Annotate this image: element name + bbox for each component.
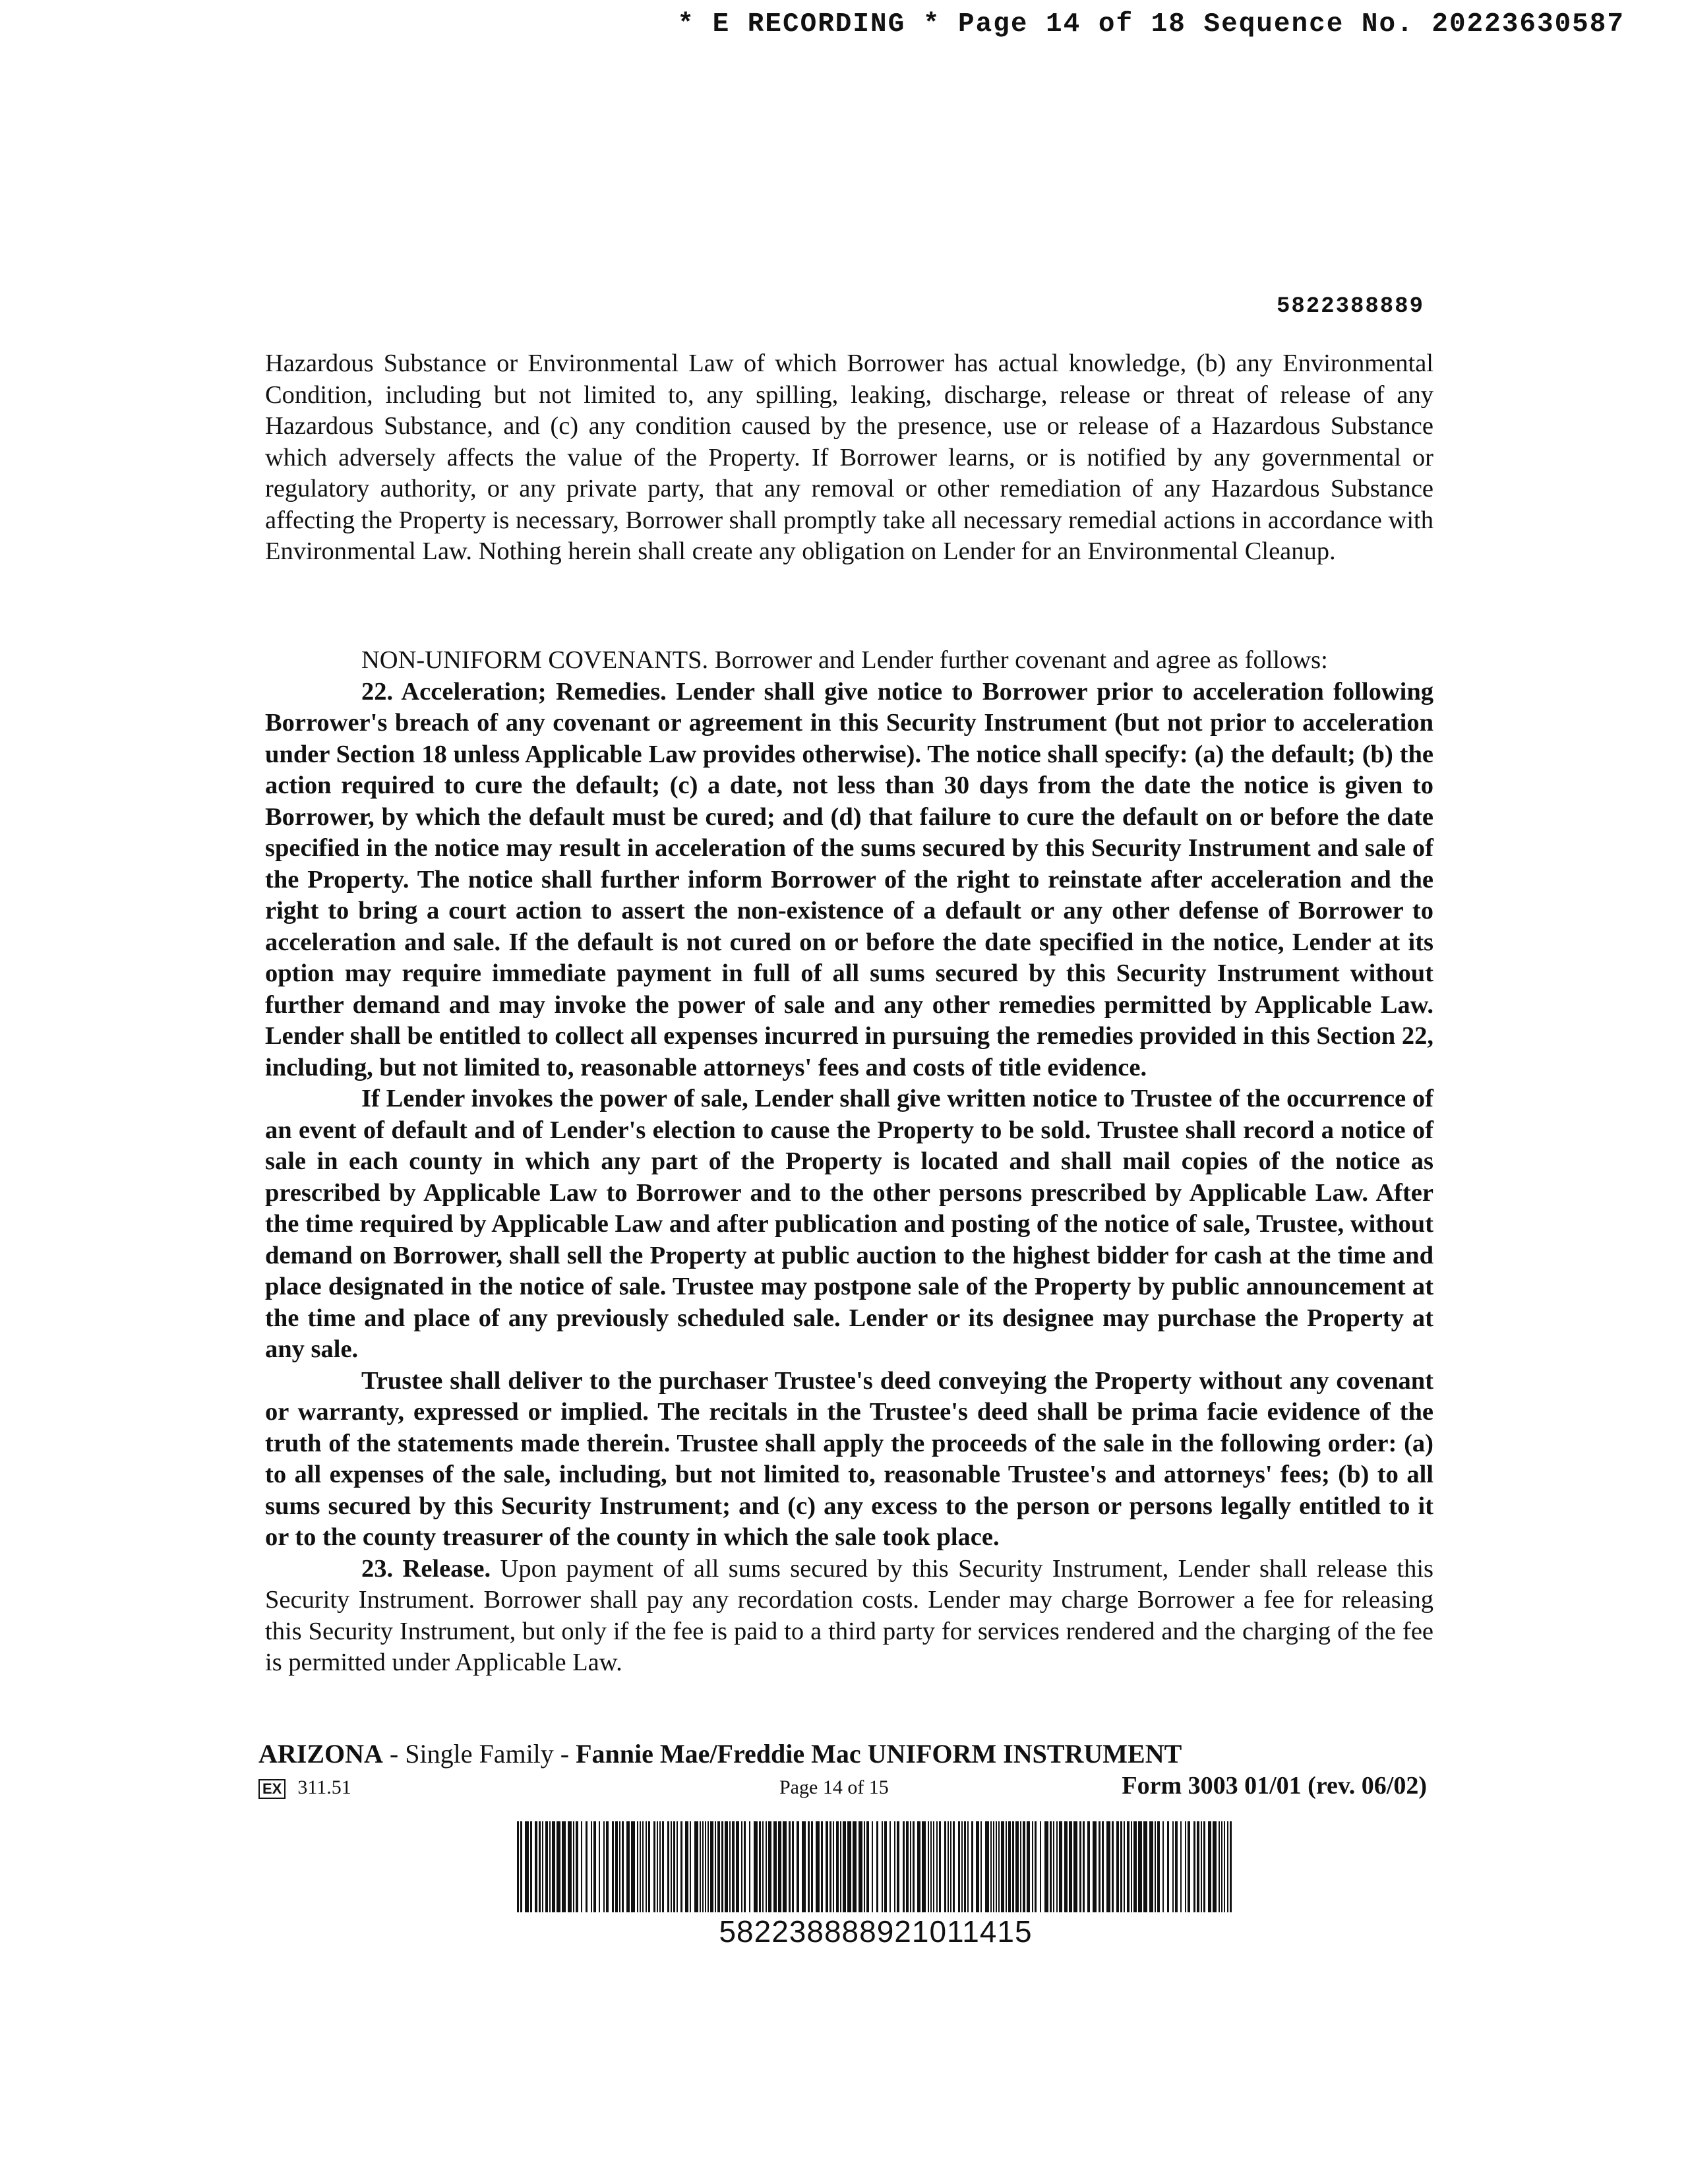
barcode-bar — [646, 1821, 647, 1912]
barcode-bar — [517, 1821, 519, 1912]
barcode-bar — [826, 1821, 828, 1912]
barcode-bar — [539, 1821, 541, 1912]
barcode-bar — [591, 1821, 592, 1912]
barcode-bar — [1219, 1821, 1220, 1912]
barcode-bar — [1180, 1821, 1182, 1912]
barcode-bar — [1124, 1821, 1125, 1912]
barcode-bar — [700, 1821, 701, 1912]
trustee-deed-paragraph: Trustee shall deliver to the purchaser Trustee's deed conveying the Property without any covenant or warranty, expressed or implied. The recitals in the Trustee's deed shall be prima facie evidence of the truth of the statements made therein. Trustee shall apply the proceeds of the sale in the following order: (a) to all expenses of the sale, including, but not limited to, reasonable Trustee's and attorneys' fees; (b) to all sums secured by this Security Instrument; and (c) any excess to the person or persons legally entitled to it or to the county treasurer of the county in which the sale took place. — [265, 1366, 1433, 1551]
barcode-bar — [928, 1821, 929, 1912]
barcode-bar — [671, 1821, 672, 1912]
barcode-bar — [1056, 1821, 1058, 1912]
barcode-bar — [766, 1821, 767, 1912]
barcode-bar — [843, 1821, 846, 1912]
barcode-bar — [1069, 1821, 1072, 1912]
barcode-bar — [680, 1821, 682, 1912]
barcode-bar — [568, 1821, 572, 1912]
section-23-release — [265, 1554, 1433, 1679]
barcode-bar — [1172, 1821, 1174, 1912]
barcode-bar — [985, 1821, 989, 1912]
barcode-bar — [1079, 1821, 1081, 1912]
barcode-bar — [897, 1821, 899, 1912]
section-23-heading: 23. Release. — [361, 1554, 491, 1583]
barcode-bar — [1012, 1821, 1014, 1912]
barcode-bar — [816, 1821, 820, 1912]
barcode-bar — [545, 1821, 548, 1912]
barcode-bar — [1073, 1821, 1077, 1912]
barcode-bar — [778, 1821, 781, 1912]
barcode-bar — [762, 1821, 764, 1912]
barcode-bar — [535, 1821, 537, 1912]
hazard-paragraph: Hazardous Substance or Environmental Law of which Borrower has actual knowledge, (b) any Environmental Condition, including but not limited to, any spilling, leaking, discharge, release or threat of release of any Hazardous Substance, and (c) any condition caused by the presence, use or release of a Hazardous Substance which adversely affects the value of the Property. If Borrower learns, or is notified by any governmental or regulatory authority, or any private party, that any removal or other remediation of any Hazardous Substance affecting the Property is necessary, Borrower shall promptly take all necessary remedial actions in accordance with Environmental Law. Nothing herein shall create any obligation on Lender for an Environmental Cleanup. — [265, 349, 1433, 565]
barcode-bar — [729, 1821, 731, 1912]
barcode-bar — [948, 1821, 949, 1912]
barcode-bar — [576, 1821, 578, 1912]
barcode — [514, 1821, 1237, 1949]
barcode-bar — [1001, 1821, 1004, 1912]
barcode-bar — [736, 1821, 739, 1912]
barcode-bar — [958, 1821, 960, 1912]
barcode-bar — [606, 1821, 609, 1912]
barcode-bar — [964, 1821, 966, 1912]
barcode-bar — [637, 1821, 638, 1912]
barcode-bar — [859, 1821, 862, 1912]
barcode-bar — [1175, 1821, 1178, 1912]
barcode-bar — [1230, 1821, 1232, 1912]
barcode-bar — [1006, 1821, 1007, 1912]
barcode-bar — [1059, 1821, 1062, 1912]
barcode-bar — [976, 1821, 979, 1912]
footer-state: ARIZONA — [258, 1739, 383, 1769]
barcode-bar — [1224, 1821, 1225, 1912]
footer-instrument: Fannie Mae/Freddie Mac UNIFORM INSTRUMENT — [576, 1739, 1182, 1769]
barcode-bar — [741, 1821, 742, 1912]
barcode-bar — [690, 1821, 691, 1912]
barcode-bars — [514, 1821, 1237, 1912]
non-uniform-covenants — [265, 645, 1433, 1679]
barcode-bar — [705, 1821, 706, 1912]
section-23-body: Upon payment of all sums secured by this Security Instrument, Lender shall release this Security Instrument. Borrower shall pay any recordation costs. Lender may charge Borrower a fee for releasing this Security Instrument, but only if the fee is paid to a third party for services rendered and the charging of the fee is permitted under Applicable Law. — [265, 1554, 1434, 1676]
barcode-bar — [542, 1821, 543, 1912]
barcode-bar — [930, 1821, 932, 1912]
barcode-bar — [586, 1821, 588, 1912]
barcode-bar — [1143, 1821, 1147, 1912]
barcode-bar — [894, 1821, 895, 1912]
barcode-bar — [603, 1821, 605, 1912]
barcode-bar — [673, 1821, 675, 1912]
barcode-bar — [821, 1821, 823, 1912]
barcode-bar — [573, 1821, 574, 1912]
barcode-bar — [626, 1821, 630, 1912]
barcode-bar — [1050, 1821, 1052, 1912]
footer-row — [258, 1774, 1435, 1803]
barcode-bar — [802, 1821, 806, 1912]
footer-page-number: Page 14 of 15 — [779, 1776, 889, 1798]
barcode-bar — [944, 1821, 946, 1912]
barcode-bar — [1185, 1821, 1186, 1912]
barcode-bar — [1053, 1821, 1054, 1912]
recording-stamp: * E RECORDING * Page 14 of 18 Sequence No. 20223630587 — [677, 9, 1625, 40]
barcode-bar — [792, 1821, 794, 1912]
barcode-bar — [520, 1821, 522, 1912]
barcode-bar — [1203, 1821, 1205, 1912]
barcode-bar — [913, 1821, 915, 1912]
barcode-bar — [993, 1821, 994, 1912]
barcode-bar — [640, 1821, 641, 1912]
barcode-bar — [1023, 1821, 1025, 1912]
footer-code-number: 311.51 — [297, 1776, 351, 1798]
barcode-bar — [953, 1821, 955, 1912]
footer-family-type: - Single Family - — [382, 1739, 576, 1769]
barcode-bar — [754, 1821, 758, 1912]
barcode-bar — [685, 1821, 688, 1912]
barcode-bar — [657, 1821, 658, 1912]
barcode-bar — [708, 1821, 709, 1912]
barcode-bar — [906, 1821, 909, 1912]
loan-number: 5822388889 — [1276, 294, 1424, 319]
barcode-bar — [1120, 1821, 1122, 1912]
barcode-bar — [1149, 1821, 1153, 1912]
footer-title — [258, 1738, 1182, 1769]
barcode-bar — [811, 1821, 813, 1912]
barcode-bar — [808, 1821, 810, 1912]
barcode-bar — [903, 1821, 905, 1912]
barcode-bar — [557, 1821, 560, 1912]
barcode-bar — [836, 1821, 839, 1912]
barcode-bar — [876, 1821, 878, 1912]
barcode-bar — [1112, 1821, 1114, 1912]
barcode-bar — [1133, 1821, 1137, 1912]
barcode-bar — [677, 1821, 678, 1912]
non-uniform-intro-line — [265, 645, 1433, 677]
barcode-bar — [525, 1821, 529, 1912]
barcode-bar — [1157, 1821, 1160, 1912]
barcode-bar — [562, 1821, 566, 1912]
barcode-bar — [1221, 1821, 1222, 1912]
section-22-acceleration: 22. Acceleration; Remedies. Lender shall give notice to Borrower prior to acceleration following Borrower's breach of any covenant or agreement in this Security Instrument (but not prior to acceleration under Section 18 unless Applicable Law provides otherwise). The notice shall specify: (a) the default; (b) the action required to cure the default; (c) a date, not less than 30 days from the date the notice is given to Borrower, by which the default must be cured; and (d) that failure to cure the default on or before the date specified in the notice may result in acceleration of the sums secured by this Security Instrument and sale of the Property. The notice shall further inform Borrower of the right to reinstate after acceleration and the right to bring a court action to assert the non-existence of a default or any other defense of Borrower to acceleration and sale. If the default is not cured on or before the date specified in the notice, Lender at its option may require immediate payment in full of all sums secured by this Security Instrument without further demand and may invoke the power of sale and any other remedies permitted by Applicable Law. Lender shall be entitled to collect all expenses incurred in pursuing the remedies provided in this Section 22, including, but not limited to, reasonable attorneys' fees and costs of title evidence. — [265, 677, 1433, 1081]
barcode-bar — [1116, 1821, 1119, 1912]
barcode-bar — [783, 1821, 787, 1912]
barcode-bar — [967, 1821, 969, 1912]
barcode-bar — [1032, 1821, 1033, 1912]
barcode-bar — [622, 1821, 624, 1912]
barcode-bar — [1227, 1821, 1228, 1912]
barcode-bar — [1008, 1821, 1011, 1912]
barcode-bar — [619, 1821, 620, 1912]
barcode-bar — [866, 1821, 869, 1912]
barcode-bar — [884, 1821, 887, 1912]
barcode-bar — [773, 1821, 777, 1912]
footer-code — [258, 1776, 351, 1799]
barcode-bar — [593, 1821, 596, 1912]
barcode-bar — [732, 1821, 735, 1912]
barcode-bar — [1127, 1821, 1130, 1912]
barcode-bar — [1099, 1821, 1100, 1912]
barcode-bar — [939, 1821, 941, 1912]
barcode-bar — [1015, 1821, 1019, 1912]
power-of-sale-paragraph: If Lender invokes the power of sale, Lender shall give written notice to Trustee of the occurrence of an event of default and of Lender's election to cause the Property to be sold. Trustee shall record a notice of sale in each county in which any part of the Property is located and shall mail copies of the notice as prescribed by Applicable Law to Borrower and to the other persons prescribed by Applicable Law. After the time required by Applicable Law and after publication and posting of the notice of sale, Trustee, without demand on Borrower, shall sell the Property at public auction to the highest bidder for cash at the time and place designated in the notice of sale. Trustee may postpone sale of the Property by public announcement at the time and place of any previously scheduled sale. Lender or its designee may purchase the Property at any sale. — [265, 1085, 1433, 1363]
barcode-bar — [922, 1821, 926, 1912]
barcode-bar — [971, 1821, 973, 1912]
barcode-bar — [833, 1821, 834, 1912]
barcode-bar — [721, 1821, 723, 1912]
barcode-bar — [653, 1821, 655, 1912]
barcode-bar — [1040, 1821, 1041, 1912]
barcode-bar — [725, 1821, 728, 1912]
barcode-bar — [715, 1821, 716, 1912]
non-uniform-intro: NON-UNIFORM COVENANTS. Borrower and Lender further covenant and agree as follows: — [361, 646, 1328, 674]
barcode-bar — [581, 1821, 582, 1912]
barcode-bar — [1201, 1821, 1202, 1912]
barcode-bar — [662, 1821, 664, 1912]
barcode-bar — [648, 1821, 650, 1912]
barcode-bar — [612, 1821, 614, 1912]
barcode-bar — [642, 1821, 644, 1912]
barcode-bar — [1087, 1821, 1090, 1912]
barcode-bar — [789, 1821, 791, 1912]
ex-badge: EX — [258, 1779, 286, 1799]
barcode-bar — [1138, 1821, 1142, 1912]
barcode-bar — [797, 1821, 799, 1912]
barcode-bar — [1102, 1821, 1104, 1912]
barcode-bar — [936, 1821, 938, 1912]
barcode-bar — [933, 1821, 934, 1912]
barcode-bar — [990, 1821, 992, 1912]
barcode-bar — [853, 1821, 857, 1912]
barcode-bar — [1044, 1821, 1048, 1912]
barcode-bar — [549, 1821, 551, 1912]
barcode-bar — [599, 1821, 600, 1912]
barcode-bar — [1167, 1821, 1169, 1912]
barcode-bar — [530, 1821, 532, 1912]
barcode-bar — [1188, 1821, 1190, 1912]
barcode-bar — [1208, 1821, 1211, 1912]
barcode-digits: 582238888921011415 — [719, 1914, 1033, 1949]
barcode-bar — [768, 1821, 771, 1912]
barcode-bar — [950, 1821, 951, 1912]
barcode-bar — [889, 1821, 891, 1912]
barcode-bar — [631, 1821, 635, 1912]
barcode-bar — [702, 1821, 704, 1912]
barcode-bar — [615, 1821, 618, 1912]
barcode-bar — [1213, 1821, 1217, 1912]
barcode-bar — [996, 1821, 997, 1912]
barcode-bar — [910, 1821, 911, 1912]
barcode-bar — [1193, 1821, 1195, 1912]
barcode-bar — [961, 1821, 963, 1912]
barcode-bar — [1035, 1821, 1037, 1912]
barcode-bar — [864, 1821, 865, 1912]
barcode-bar — [1162, 1821, 1164, 1912]
barcode-bar — [659, 1821, 661, 1912]
barcode-bar — [1083, 1821, 1085, 1912]
barcode-bar — [872, 1821, 873, 1912]
barcode-bar — [917, 1821, 920, 1912]
barcode-bar — [840, 1821, 841, 1912]
barcode-bar — [882, 1821, 883, 1912]
barcode-bar — [1027, 1821, 1030, 1912]
barcode-bar — [759, 1821, 761, 1912]
barcode-bar — [1093, 1821, 1097, 1912]
barcode-bar — [667, 1821, 669, 1912]
barcode-bar — [1155, 1821, 1156, 1912]
barcode-bar — [1197, 1821, 1199, 1912]
barcode-bar — [1020, 1821, 1021, 1912]
barcode-bar — [998, 1821, 1000, 1912]
barcode-bar — [847, 1821, 851, 1912]
barcode-bar — [710, 1821, 713, 1912]
barcode-bar — [980, 1821, 982, 1912]
barcode-bar — [717, 1821, 720, 1912]
barcode-bar — [552, 1821, 555, 1912]
barcode-bar — [1106, 1821, 1110, 1912]
barcode-bar — [1064, 1821, 1068, 1912]
barcode-bar — [744, 1821, 746, 1912]
barcode-bar — [694, 1821, 698, 1912]
barcode-bar — [829, 1821, 831, 1912]
barcode-bar — [749, 1821, 750, 1912]
footer-form-number: Form 3003 01/01 (rev. 06/02) — [1122, 1772, 1427, 1800]
barcode-bar — [1131, 1821, 1132, 1912]
